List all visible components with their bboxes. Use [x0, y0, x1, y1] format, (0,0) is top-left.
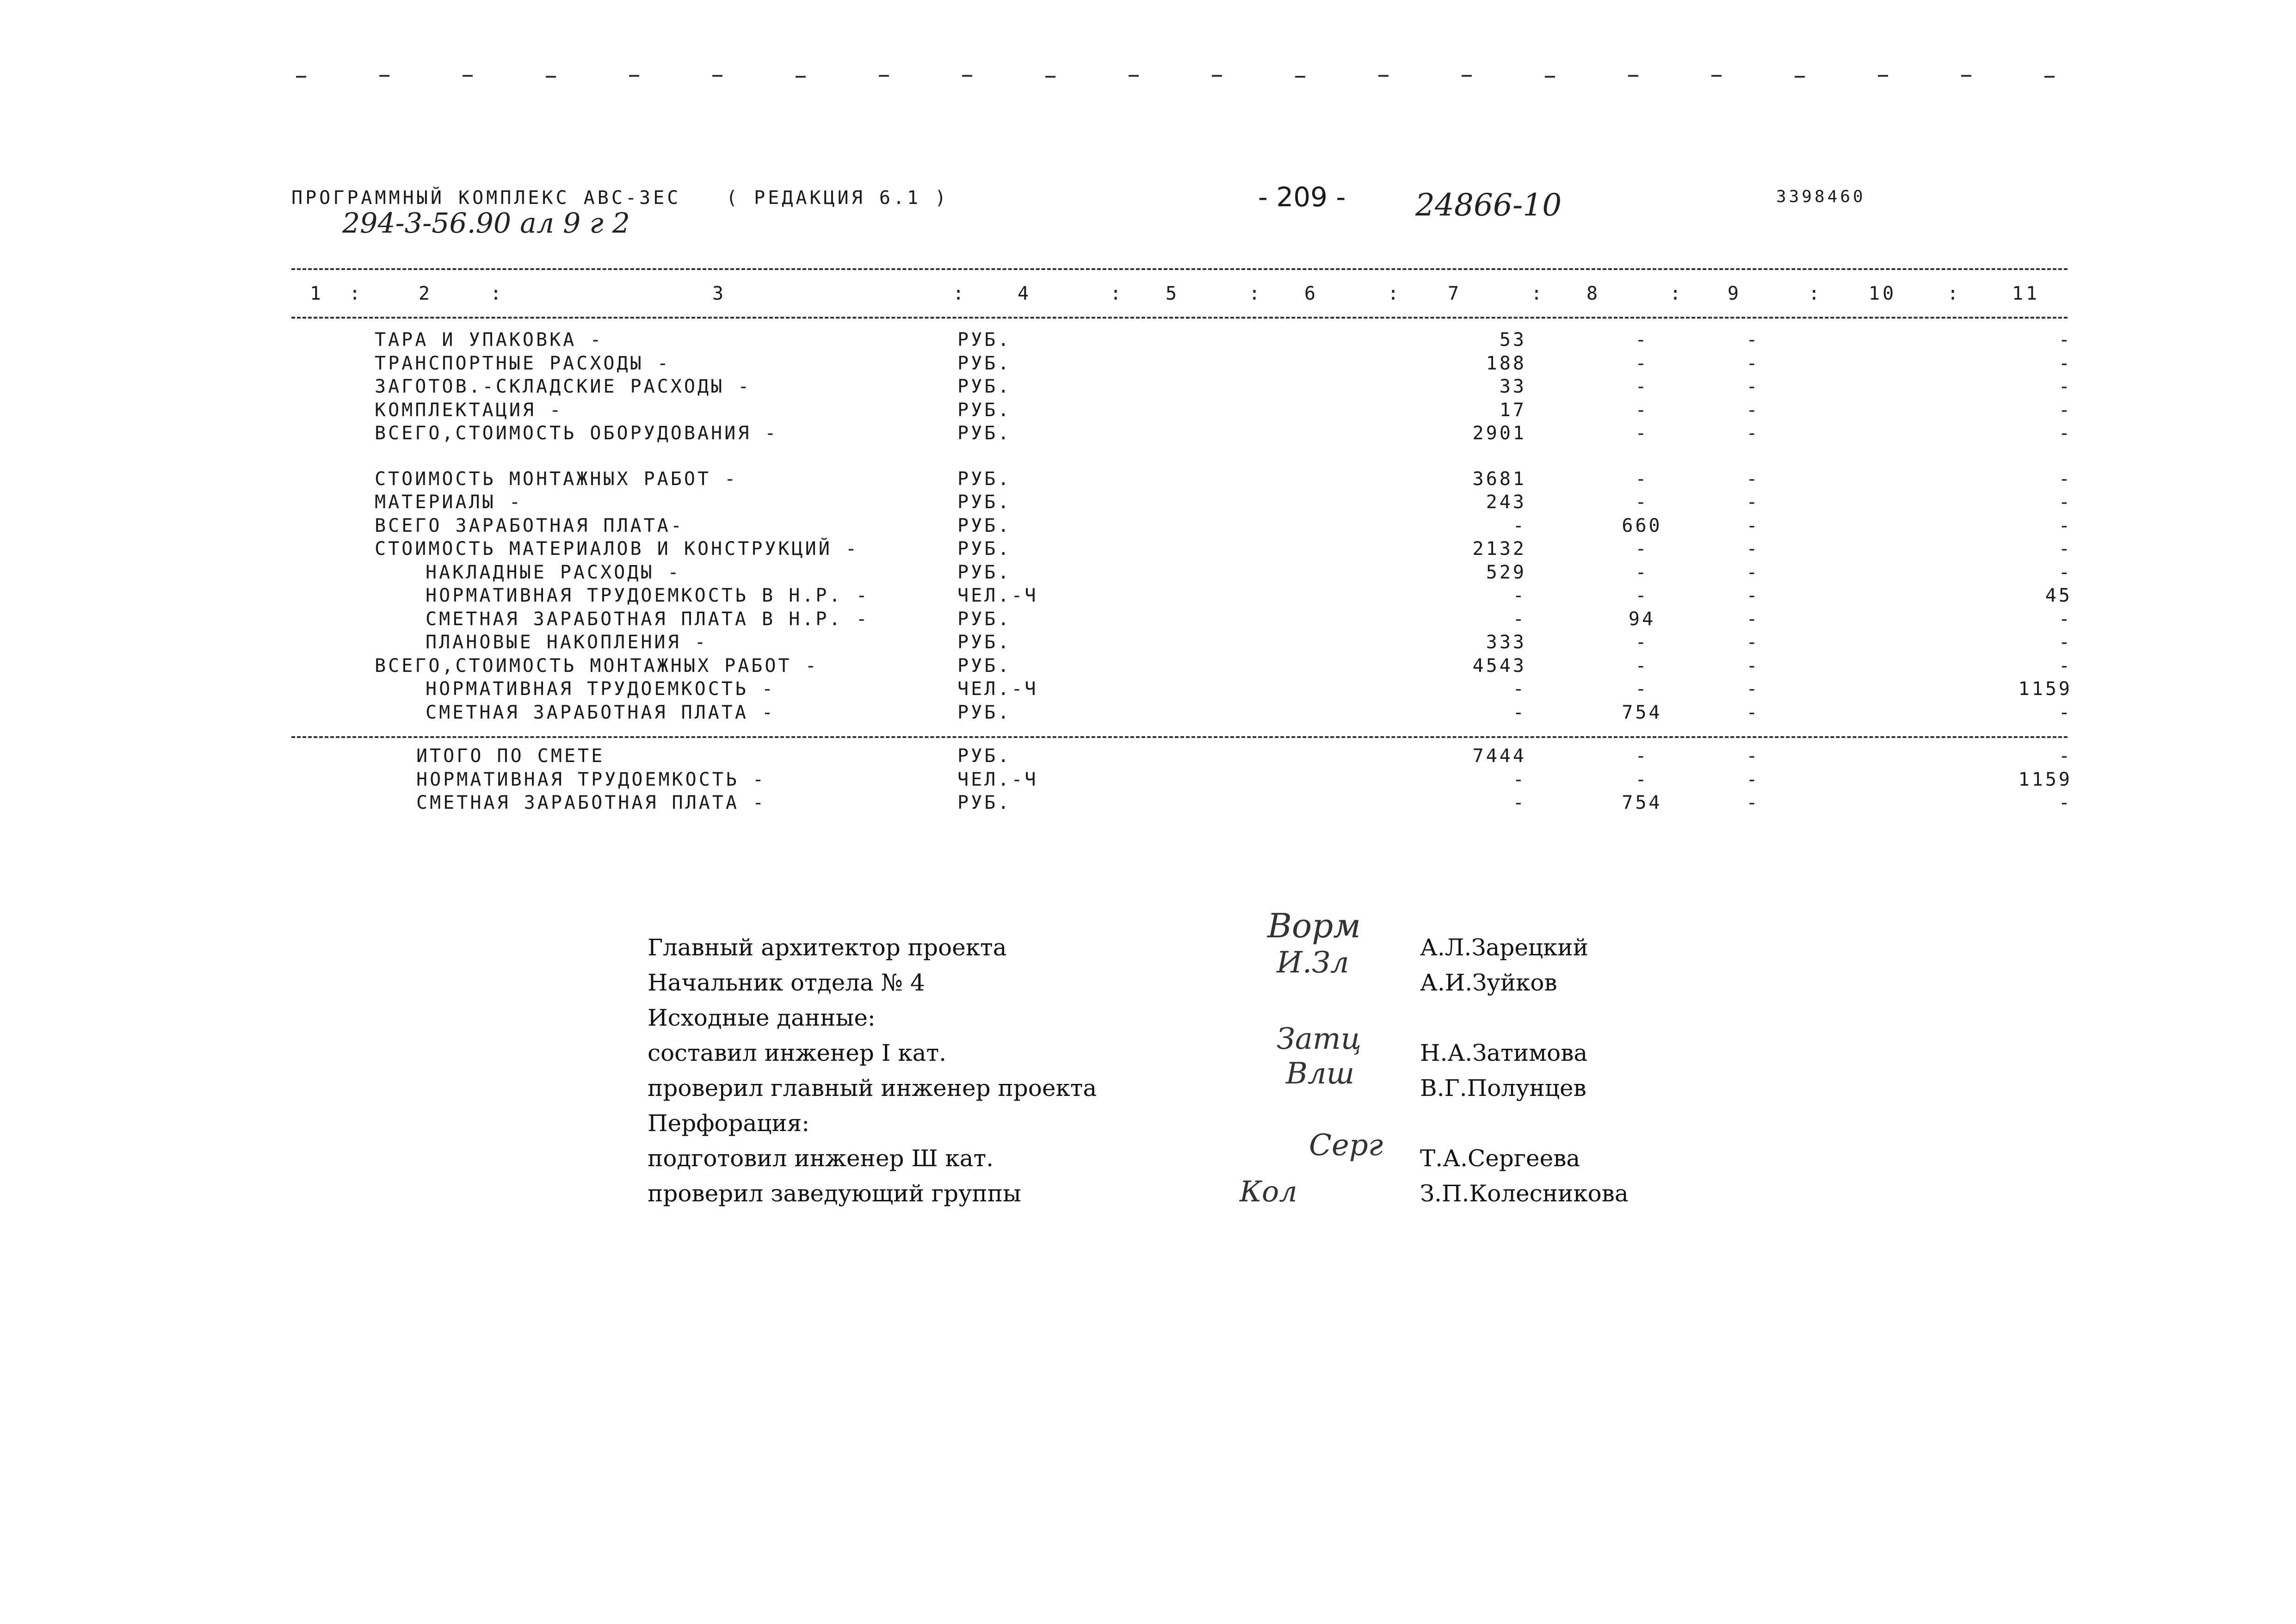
- table-row: [0, 376, 2296, 399]
- signatory-name: Т.А.Сергеева: [1420, 1145, 1580, 1172]
- signature-role: Начальник отдела № 4: [648, 969, 925, 996]
- column-number: 11: [2012, 283, 2040, 304]
- signature-role: проверил заведующий группы: [648, 1180, 1021, 1207]
- row-value-col7: 3681: [1472, 468, 1526, 490]
- row-value-col7: 188: [1486, 352, 1526, 374]
- row-label: ЗАГОТОВ.-СКЛАДСКИЕ РАСХОДЫ -: [375, 376, 752, 397]
- edition-label: ( РЕДАКЦИЯ 6.1 ): [726, 187, 949, 209]
- row-unit: РУБ.: [957, 468, 1012, 490]
- row-value-col8: -: [1635, 376, 1649, 397]
- row-value-col8: -: [1635, 468, 1649, 490]
- table-row: [0, 400, 2296, 423]
- column-separator: :: [1531, 283, 1545, 304]
- signature-role: подготовил инженер Ш кат.: [648, 1145, 994, 1172]
- row-value-col7: 333: [1486, 632, 1526, 653]
- column-separator: :: [1110, 283, 1124, 304]
- column-number: 3: [712, 283, 727, 304]
- perforation-mark: [296, 76, 306, 78]
- row-unit: РУБ.: [957, 792, 1012, 813]
- row-value-col9: -: [1746, 492, 1760, 513]
- table-row: [0, 329, 2296, 352]
- column-number: 2: [419, 283, 433, 304]
- row-value-col8: -: [1635, 329, 1649, 351]
- table-row: [0, 632, 2296, 655]
- perforation-mark: [712, 75, 722, 77]
- row-value-col7: 2901: [1472, 423, 1526, 444]
- signatory-name: А.Л.Зарецкий: [1420, 934, 1588, 961]
- row-value-col7: 2132: [1472, 538, 1526, 560]
- column-separator: :: [1947, 283, 1962, 304]
- column-separator: :: [1808, 283, 1823, 304]
- column-separator: :: [1249, 283, 1263, 304]
- row-value-col8: -: [1635, 585, 1649, 606]
- row-value-col11: 1159: [2018, 678, 2072, 700]
- row-value-col8: -: [1635, 352, 1649, 374]
- perforation-mark: [1711, 75, 1722, 77]
- row-value-col8: -: [1635, 492, 1649, 513]
- row-value-col8: -: [1635, 399, 1649, 421]
- table-row: [0, 492, 2296, 515]
- row-value-col11: -: [2058, 515, 2072, 536]
- row-value-col8: 94: [1628, 608, 1656, 630]
- perforation-mark: [1129, 75, 1139, 77]
- row-value-col9: -: [1746, 678, 1760, 700]
- row-value-col11: -: [2058, 376, 2072, 397]
- row-value-col7: -: [1512, 769, 1526, 790]
- row-label: НОРМАТИВНАЯ ТРУДОЕМКОСТЬ В Н.Р. -: [426, 585, 870, 606]
- table-row: [0, 655, 2296, 678]
- row-unit: ЧЕЛ.-Ч: [957, 769, 1038, 790]
- column-separator: :: [349, 283, 364, 304]
- row-value-col9: -: [1746, 585, 1760, 606]
- row-value-col9: -: [1746, 399, 1760, 421]
- perforation-mark: [1628, 75, 1638, 77]
- perforation-mark: [1795, 76, 1805, 78]
- signature-role: Перфорация:: [648, 1110, 810, 1137]
- row-value-col7: -: [1512, 585, 1526, 606]
- row-value-col7: 243: [1486, 492, 1526, 513]
- row-value-col9: -: [1746, 329, 1760, 351]
- perforation-mark: [629, 75, 639, 77]
- perforation-mark: [1212, 75, 1222, 77]
- table-row: [0, 792, 2296, 815]
- row-label: ТАРА И УПАКОВКА -: [375, 329, 604, 351]
- signature-poluntsev: Влш: [1286, 1057, 1355, 1091]
- row-value-col11: -: [2058, 745, 2072, 767]
- row-label: ВСЕГО,СТОИМОСТЬ ОБОРУДОВАНИЯ -: [375, 423, 778, 444]
- row-value-col9: -: [1746, 561, 1760, 583]
- row-label: ПЛАНОВЫЕ НАКОПЛЕНИЯ -: [426, 632, 708, 653]
- row-value-col7: 33: [1499, 376, 1526, 397]
- table-row: [0, 353, 2296, 376]
- signatory-name: Н.А.Затимова: [1420, 1040, 1588, 1066]
- signature-sergeeva: Серг: [1309, 1128, 1383, 1163]
- row-value-col7: -: [1512, 608, 1526, 630]
- table-row: [0, 702, 2296, 725]
- perforation-mark: [796, 76, 806, 78]
- row-label: ВСЕГО,СТОИМОСТЬ МОНТАЖНЫХ РАБОТ -: [375, 655, 819, 677]
- row-value-col11: 1159: [2018, 769, 2072, 790]
- row-unit: РУБ.: [957, 399, 1012, 421]
- row-value-col7: -: [1512, 515, 1526, 536]
- table-row: [0, 585, 2296, 608]
- signature-role: Главный архитектор проекта: [648, 934, 1007, 961]
- column-separator: :: [1388, 283, 1402, 304]
- signature-role: проверил главный инженер проекта: [648, 1075, 1097, 1101]
- row-value-col11: -: [2058, 468, 2072, 490]
- row-label: МАТЕРИАЛЫ -: [375, 492, 523, 513]
- signature-zaretsky: Ворм: [1267, 906, 1361, 945]
- row-value-col11: -: [2058, 329, 2072, 351]
- row-label: СМЕТНАЯ ЗАРАБОТНАЯ ПЛАТА -: [416, 792, 766, 813]
- row-value-col11: -: [2058, 632, 2072, 653]
- row-value-col9: -: [1746, 608, 1760, 630]
- row-value-col8: 754: [1622, 701, 1662, 723]
- row-label: НОРМАТИВНАЯ ТРУДОЕМКОСТЬ -: [416, 769, 766, 790]
- perforation-mark: [2044, 76, 2055, 78]
- row-value-col9: -: [1746, 515, 1760, 536]
- row-value-col9: -: [1746, 655, 1760, 677]
- row-value-col9: -: [1746, 376, 1760, 397]
- perforation-mark: [1545, 76, 1555, 78]
- column-separator: :: [490, 283, 505, 304]
- row-value-col11: 45: [2045, 585, 2072, 606]
- row-value-col7: -: [1512, 678, 1526, 700]
- row-value-col11: -: [2058, 399, 2072, 421]
- row-label: КОМПЛЕКТАЦИЯ -: [375, 399, 563, 421]
- page-number: - 209 -: [1258, 181, 1346, 213]
- row-value-col9: -: [1746, 352, 1760, 374]
- row-unit: РУБ.: [957, 632, 1012, 653]
- row-value-col9: -: [1746, 423, 1760, 444]
- column-number: 9: [1728, 283, 1742, 304]
- row-value-col8: -: [1635, 655, 1649, 677]
- row-value-col8: -: [1635, 423, 1649, 444]
- row-value-col11: -: [2058, 561, 2072, 583]
- perforation-mark: [546, 76, 556, 78]
- row-label: СМЕТНАЯ ЗАРАБОТНАЯ ПЛАТА В Н.Р. -: [426, 608, 870, 630]
- project-code: 294-3-56.90 ал 9 г 2: [342, 207, 630, 240]
- table-row: [0, 562, 2296, 585]
- table-row: [0, 745, 2296, 769]
- row-unit: РУБ.: [957, 329, 1012, 351]
- row-value-col9: -: [1746, 769, 1760, 790]
- table-totals-rule: [291, 736, 2068, 738]
- perforation-mark: [463, 75, 473, 77]
- column-number: 4: [1018, 283, 1032, 304]
- row-value-col7: -: [1512, 701, 1526, 723]
- signature-zuykov: И.Зл: [1277, 946, 1349, 980]
- signature-zatimova: Затц: [1277, 1022, 1362, 1056]
- row-unit: РУБ.: [957, 492, 1012, 513]
- row-unit: РУБ.: [957, 655, 1012, 677]
- row-label: СТОИМОСТЬ МАТЕРИАЛОВ И КОНСТРУКЦИЙ -: [375, 538, 859, 560]
- signatory-name: А.И.Зуйков: [1420, 969, 1557, 996]
- row-value-col11: -: [2058, 792, 2072, 813]
- table-row: [0, 423, 2296, 446]
- signature-role: составил инженер I кат.: [648, 1040, 947, 1066]
- row-value-col11: -: [2058, 492, 2072, 513]
- column-separator: :: [953, 283, 967, 304]
- row-value-col7: 7444: [1472, 745, 1526, 767]
- document-code: 24866-10: [1415, 187, 1562, 223]
- row-unit: РУБ.: [957, 515, 1012, 536]
- row-unit: РУБ.: [957, 561, 1012, 583]
- row-unit: ЧЕЛ.-Ч: [957, 678, 1038, 700]
- row-unit: РУБ.: [957, 423, 1012, 444]
- table-row: [0, 609, 2296, 632]
- perforation-mark: [962, 75, 972, 77]
- column-separator: :: [1670, 283, 1684, 304]
- row-unit: РУБ.: [957, 608, 1012, 630]
- row-label: ИТОГО ПО СМЕТЕ: [416, 745, 605, 767]
- row-value-col9: -: [1746, 701, 1760, 723]
- column-number: 5: [1166, 283, 1180, 304]
- program-title: ПРОГРАММНЫЙ КОМПЛЕКС АВС-3ЕС: [291, 187, 681, 209]
- row-value-col8: -: [1635, 769, 1649, 790]
- column-number: 8: [1586, 283, 1601, 304]
- table-row: [0, 538, 2296, 561]
- row-unit: РУБ.: [957, 376, 1012, 397]
- row-unit: РУБ.: [957, 538, 1012, 560]
- perforation-mark: [1961, 75, 1971, 77]
- row-value-col8: 754: [1622, 792, 1662, 813]
- serial-number: 3398460: [1776, 187, 1866, 206]
- perforation-mark: [1295, 76, 1305, 78]
- row-value-col7: 17: [1499, 399, 1526, 421]
- row-unit: ЧЕЛ.-Ч: [957, 585, 1038, 606]
- row-value-col8: -: [1635, 538, 1649, 560]
- row-value-col11: -: [2058, 608, 2072, 630]
- row-unit: РУБ.: [957, 352, 1012, 374]
- row-label: ТРАНСПОРТНЫЕ РАСХОДЫ -: [375, 352, 671, 374]
- perforation-mark: [1462, 75, 1472, 77]
- row-value-col7: 53: [1499, 329, 1526, 351]
- row-value-col8: -: [1635, 561, 1649, 583]
- row-value-col9: -: [1746, 632, 1760, 653]
- column-number: 10: [1869, 283, 1897, 304]
- signature-role: Исходные данные:: [648, 1004, 876, 1031]
- row-label: СМЕТНАЯ ЗАРАБОТНАЯ ПЛАТА -: [426, 701, 776, 723]
- column-number: 1: [310, 283, 324, 304]
- row-value-col8: -: [1635, 632, 1649, 653]
- row-value-col9: -: [1746, 468, 1760, 490]
- perforation-mark: [879, 75, 889, 77]
- row-value-col8: -: [1635, 678, 1649, 700]
- signatory-name: В.Г.Полунцев: [1420, 1075, 1586, 1101]
- row-value-col9: -: [1746, 792, 1760, 813]
- signatory-name: З.П.Колесникова: [1420, 1180, 1629, 1207]
- row-label: СТОИМОСТЬ МОНТАЖНЫХ РАБОТ -: [375, 468, 738, 490]
- column-number: 6: [1304, 283, 1319, 304]
- table-row: [0, 678, 2296, 701]
- row-value-col11: -: [2058, 701, 2072, 723]
- table-row: [0, 515, 2296, 538]
- row-value-col11: -: [2058, 655, 2072, 677]
- row-label: НОРМАТИВНАЯ ТРУДОЕМКОСТЬ -: [426, 678, 776, 700]
- row-value-col9: -: [1746, 538, 1760, 560]
- table-top-rule: [291, 268, 2068, 270]
- table-header-rule: [291, 317, 2068, 319]
- row-label: НАКЛАДНЫЕ РАСХОДЫ -: [426, 561, 681, 583]
- row-value-col11: -: [2058, 538, 2072, 560]
- table-row: [0, 468, 2296, 492]
- row-value-col7: 4543: [1472, 655, 1526, 677]
- column-number: 7: [1448, 283, 1462, 304]
- perforation-mark: [1378, 75, 1389, 77]
- signature-kolesnikova: Кол: [1240, 1175, 1297, 1208]
- row-unit: РУБ.: [957, 701, 1012, 723]
- row-value-col8: -: [1635, 745, 1649, 767]
- row-value-col11: -: [2058, 352, 2072, 374]
- row-value-col7: 529: [1486, 561, 1526, 583]
- table-row: [0, 769, 2296, 792]
- row-value-col11: -: [2058, 423, 2072, 444]
- row-value-col9: -: [1746, 745, 1760, 767]
- perforation-mark: [1878, 75, 1888, 77]
- row-value-col7: -: [1512, 792, 1526, 813]
- row-value-col8: 660: [1622, 515, 1662, 536]
- perforation-mark: [379, 75, 389, 77]
- perforation-mark: [1045, 76, 1055, 78]
- row-label: ВСЕГО ЗАРАБОТНАЯ ПЛАТА-: [375, 515, 684, 536]
- row-unit: РУБ.: [957, 745, 1012, 767]
